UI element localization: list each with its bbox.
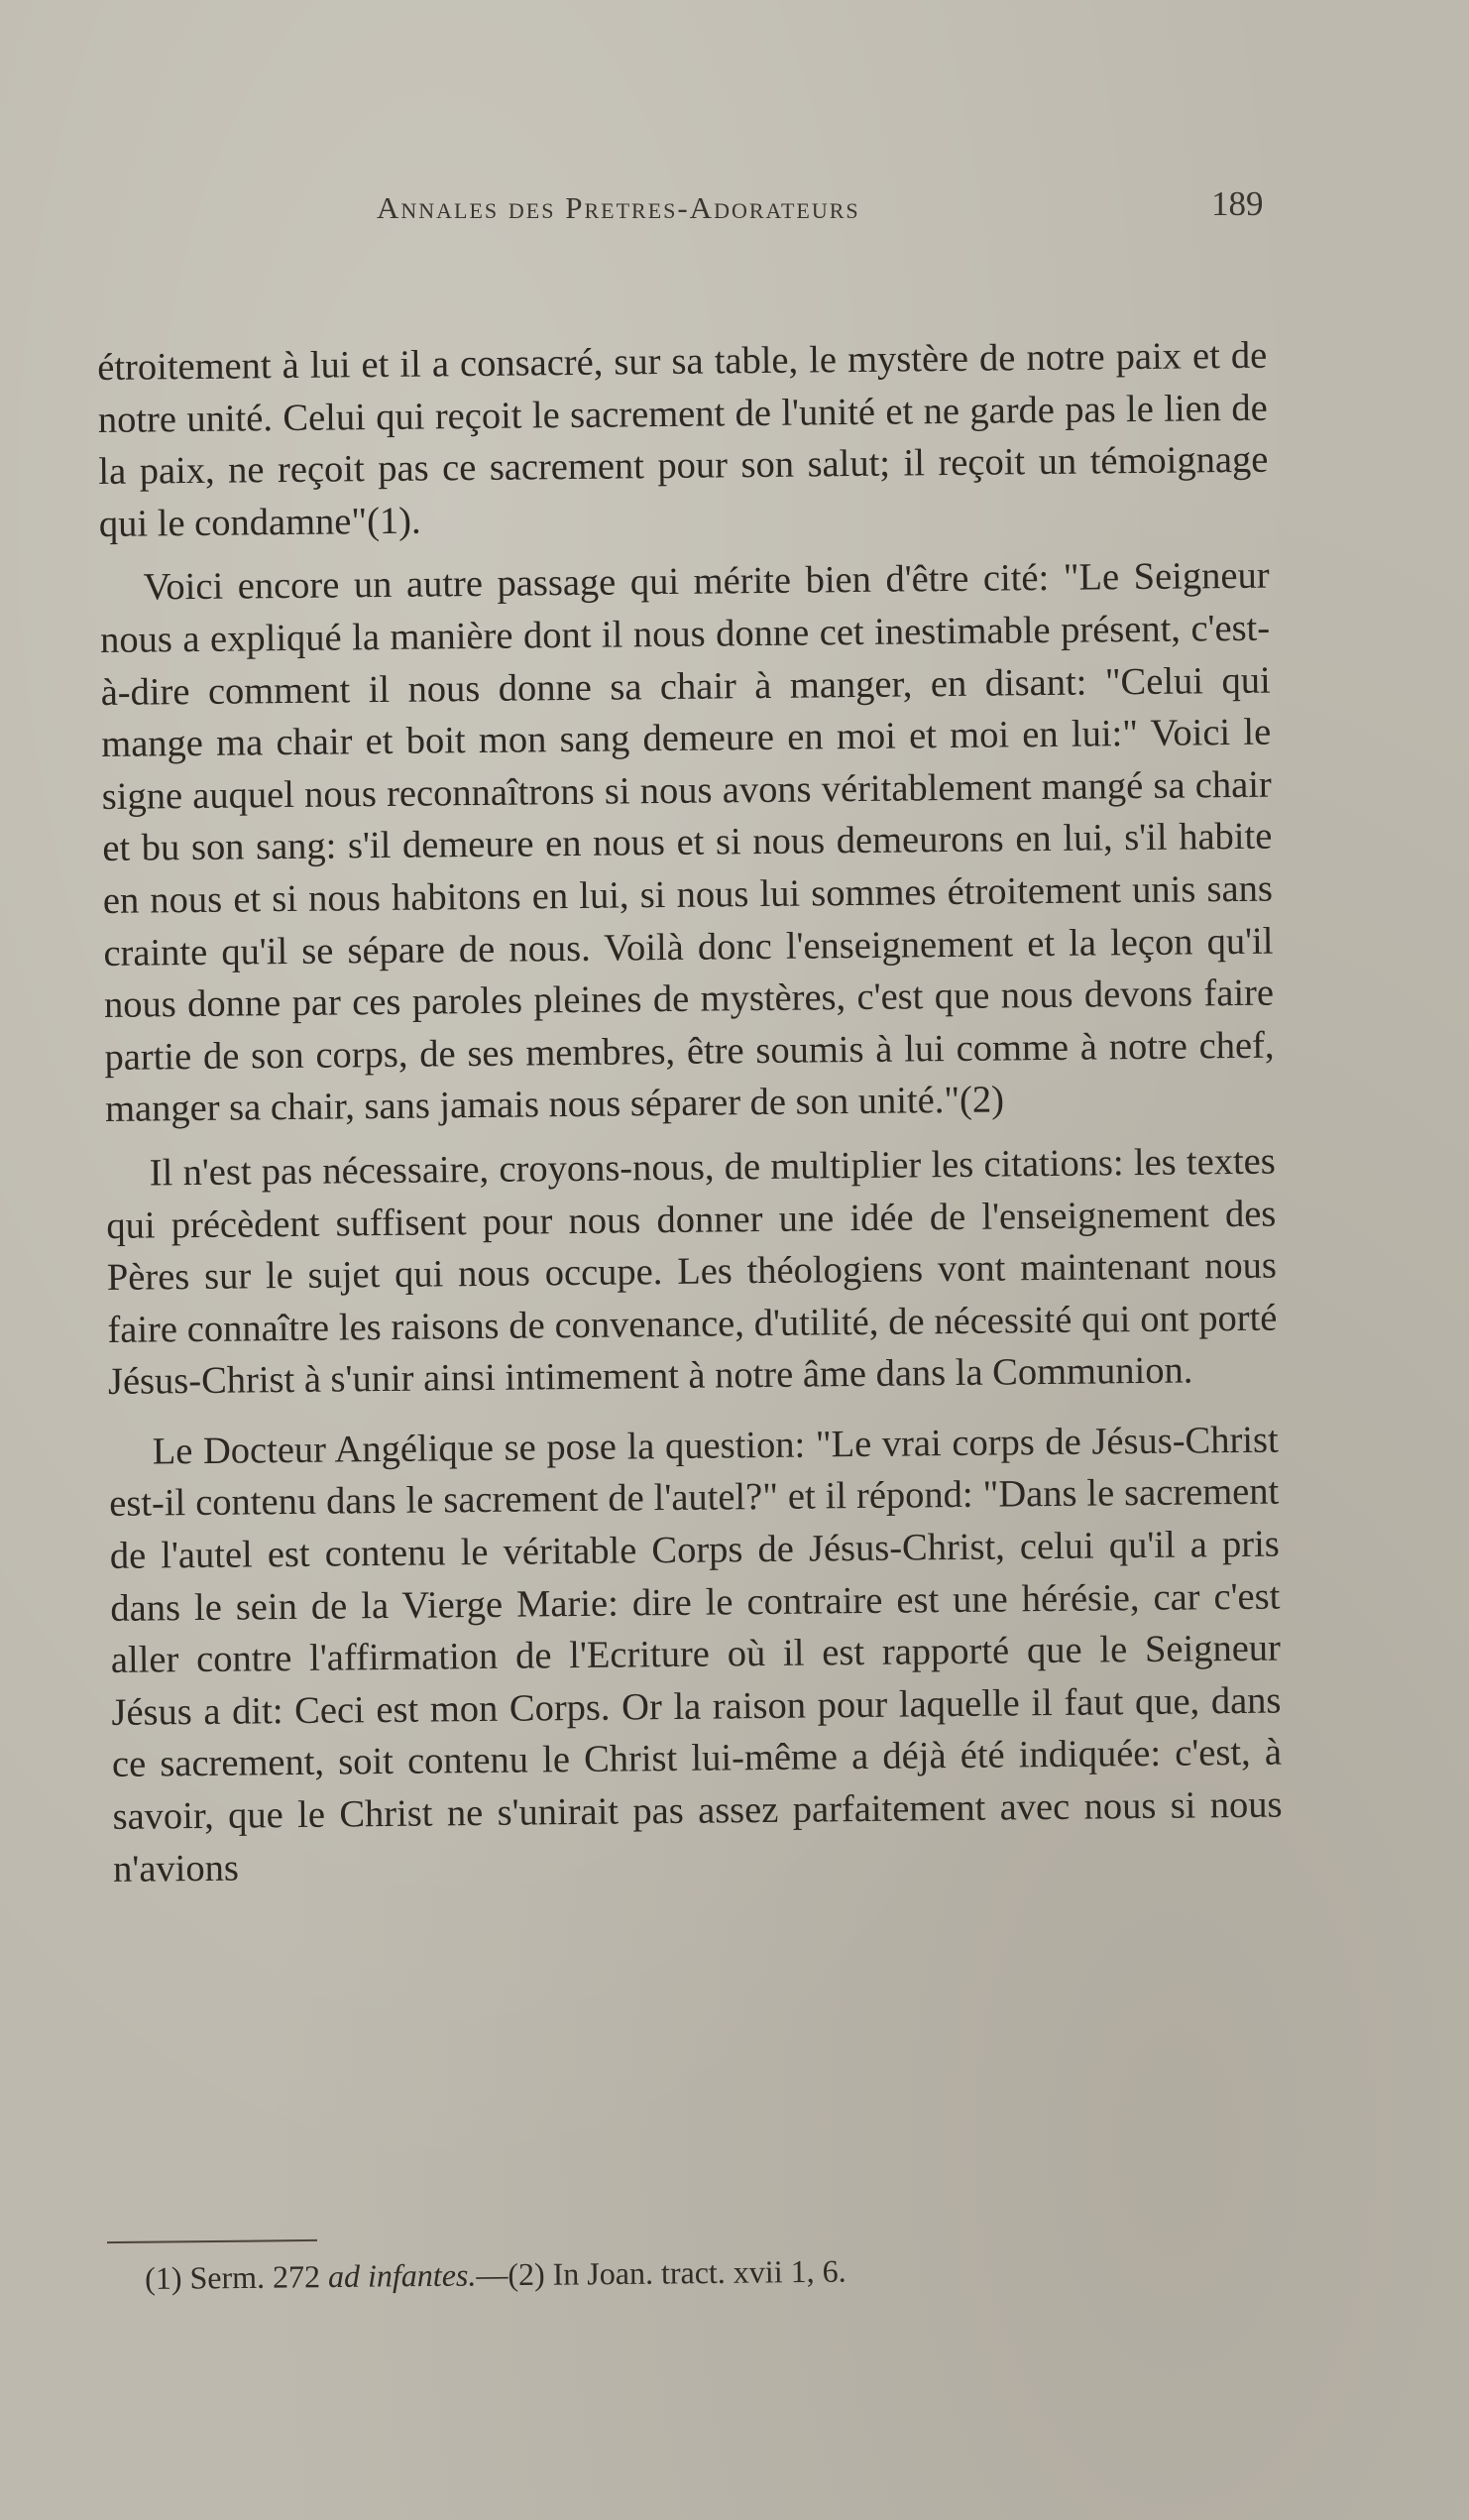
footnote-2-number: (2) (508, 2255, 545, 2293)
footnotes (145, 2253, 847, 2297)
running-title: Annales des Pretres-Adorateurs (377, 190, 860, 225)
paragraph-1: étroitement à lui et il a consacré, sur sa table, le mystère de notre paix et de notre unité. Celui qui reçoit le sacrement de l'unité et ne garde pas le lien de la paix, ne reçoit pas ce sacrement pour son salut; il reçoit un témoignage qui le condamne"(1). (97, 334, 1269, 545)
footnote-divider (107, 2239, 317, 2243)
footnote-separator: — (476, 2256, 508, 2293)
footnote-1-italic: ad infantes. (327, 2256, 477, 2295)
page-number: 189 (1211, 184, 1264, 223)
footnote-1-number: (1) (145, 2259, 182, 2296)
footnote-2-source: In Joan. tract. xvii 1, 6. (552, 2252, 847, 2292)
paragraph-3: Il n'est pas nécessaire, croyons-nous, de multiplier les citations: les textes qui précèdent suffisent pour nous donner une idée de l'enseignement des Pères sur le sujet qui nous occupe. Les théologiens vont maintenant nous faire connaître les raisons de convenance, d'utilité, de nécessité qui ont porté Jésus-Christ à s'unir ainsi intimement à notre âme dans la Communion. (106, 1140, 1278, 1404)
paragraph-2: Voici encore un autre passage qui mérite bien d'être cité: "Le Seigneur nous a expliqué la manière dont il nous donne cet inestimable présent, c'est-à-dire comment il nous donne sa chair à manger, en disant: "Celui qui mange ma chair et boit mon sang demeure en moi et moi en lui:" Voici le signe auquel nous reconnaîtrons si nous avons véritablement mangé sa chair et bu son sang: s'il demeure en nous et si nous demeurons en lui, s'il habite en nous et si nous habitons en lui, si nous lui sommes étroitement unis sans crainte qu'il se sépare de nous. Voilà donc l'enseignement et la leçon qu'il nous donne par ces paroles pleines de mystères, c'est que nous devons faire partie de son corps, de ses membres, être soumis à lui comme à notre chef, manger sa chair, sans jamais nous séparer de son unité."(2) (99, 555, 1275, 1131)
paragraph-4: Le Docteur Angélique se pose la question: "Le vrai corps de Jésus-Christ est-il contenu dans le sacrement de l'autel?" et il répond: "Dans le sacrement de l'autel est contenu le véritable Corps de Jésus-Christ, celui qu'il a pris dans le sein de la Vierge Marie: dire le contraire est une hérésie, car c'est aller contre l'affirmation de l'Ecriture où il est rapporté que le Seigneur Jésus a dit: Ceci est mon Corps. Or la raison pour laquelle il faut que, dans ce sacrement, soit contenu le Christ lui-même a déjà été indiquée: c'est, à savoir, que le Christ ne s'unirait pas assez parfaitement avec nous si nous n'avions (109, 1419, 1283, 1890)
footnote-1-source: Serm. 272 (189, 2258, 321, 2296)
body-text (97, 330, 1283, 1907)
